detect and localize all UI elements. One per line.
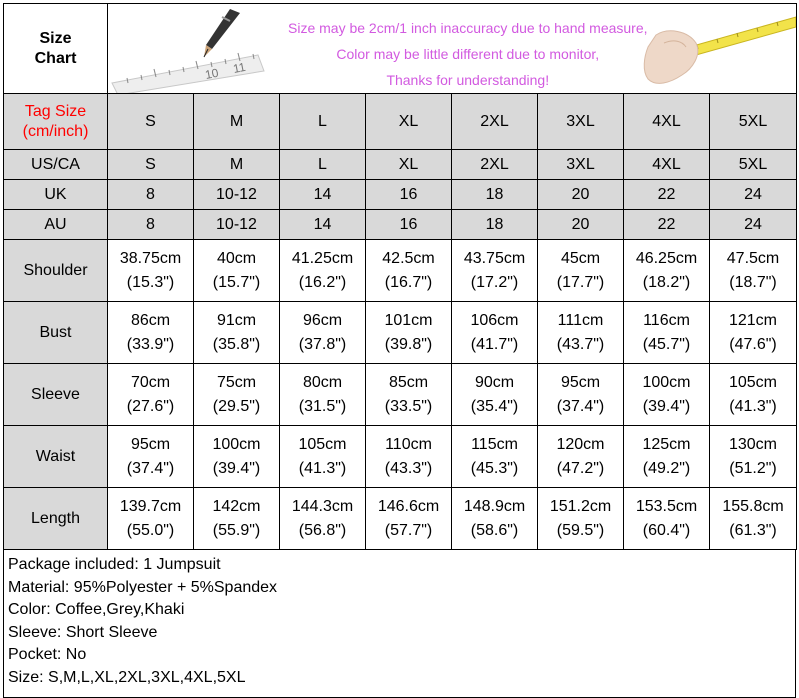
cell-cm-value: 40cm <box>216 249 257 267</box>
cell-inch-value: (57.7") <box>384 521 433 539</box>
table-cell <box>108 240 194 302</box>
cell-inch-value: (27.6") <box>126 397 175 415</box>
cell-cm-value: 95cm <box>130 435 171 453</box>
cell-cm-value: 46.25cm <box>635 249 698 267</box>
table-row <box>4 364 797 426</box>
cell-cm-value: 91cm <box>216 311 257 329</box>
cell-cm-value: 100cm <box>642 373 691 391</box>
cell-inch-value: (37.4") <box>126 459 175 477</box>
table-cell: S <box>108 94 194 150</box>
pencil-icon <box>204 9 240 57</box>
row-label <box>4 426 108 488</box>
cell-inch-value: (43.7") <box>556 335 605 353</box>
size-chart-table <box>3 3 797 550</box>
table-cell: 8 <box>108 210 194 240</box>
table-cell <box>624 488 710 550</box>
cell-inch-value: (33.9") <box>126 335 175 353</box>
table-cell: 20 <box>538 180 624 210</box>
table-cell <box>538 426 624 488</box>
cell-inch-value: (41.3") <box>298 459 347 477</box>
table-cell <box>108 426 194 488</box>
table-cell: 10-12 <box>194 210 280 240</box>
cell-cm-value: 139.7cm <box>119 497 182 515</box>
cell-cm-value: 42.5cm <box>382 249 435 267</box>
cell-cm-value: 43.75cm <box>463 249 526 267</box>
cell-cm-value: 144.3cm <box>291 497 354 515</box>
cell-cm-value: 41.25cm <box>291 249 354 267</box>
table-cell <box>366 364 452 426</box>
cell-cm-value: 105cm <box>728 373 778 391</box>
note-color: Color may be little different due to monitor, <box>336 45 600 62</box>
table-cell <box>710 364 797 426</box>
cell-cm-value: 38.75cm <box>119 249 182 267</box>
cell-inch-value: (17.7") <box>556 273 605 291</box>
cell-inch-value: (29.5") <box>212 397 261 415</box>
cell-cm-value: 96cm <box>302 311 343 329</box>
row-label <box>4 302 108 364</box>
table-cell: M <box>194 150 280 180</box>
cell-cm-value: 95cm <box>560 373 601 391</box>
cell-inch-value: (18.2") <box>642 273 691 291</box>
table-row <box>4 210 797 240</box>
table-cell: 2XL <box>452 94 538 150</box>
table-cell: M <box>194 94 280 150</box>
cell-cm-value: 111cm <box>557 311 604 329</box>
table-cell <box>280 364 366 426</box>
row-label-text: Bust <box>39 323 72 341</box>
cell-inch-value: (33.5") <box>384 397 433 415</box>
table-cell <box>108 364 194 426</box>
cell-cm-value: 148.9cm <box>463 497 526 515</box>
table-cell <box>538 302 624 364</box>
table-cell: 18 <box>452 180 538 210</box>
table-cell <box>538 488 624 550</box>
info-line: Size: S,M,L,XL,2XL,3XL,4XL,5XL <box>8 668 246 686</box>
table-cell <box>366 426 452 488</box>
cell-inch-value: (39.4") <box>212 459 261 477</box>
row-label <box>4 94 108 150</box>
cell-inch-value: (18.7") <box>729 273 777 291</box>
cell-cm-value: 86cm <box>130 311 171 329</box>
table-cell <box>710 240 797 302</box>
cell-inch-value: (56.8") <box>298 521 347 539</box>
table-cell: 2XL <box>452 150 538 180</box>
cell-inch-value: (47.2") <box>556 459 605 477</box>
note-inaccuracy: Size may be 2cm/1 inch inaccuracy due to hand measure, <box>288 19 648 36</box>
info-line: Package included: 1 Jumpsuit <box>8 556 221 573</box>
table-cell <box>538 364 624 426</box>
cell-cm-value: 120cm <box>556 435 605 453</box>
table-cell: XL <box>366 150 452 180</box>
row-label-text: (cm/inch) <box>22 122 89 140</box>
chart-title <box>4 4 108 94</box>
cell-cm-value: 153.5cm <box>635 497 698 515</box>
cell-inch-value: (35.4") <box>470 397 519 415</box>
table-cell: 8 <box>108 180 194 210</box>
table-cell <box>624 302 710 364</box>
cell-inch-value: (51.2") <box>729 459 777 477</box>
table-cell <box>108 302 194 364</box>
row-label-text: Waist <box>35 447 76 465</box>
row-label <box>4 210 108 240</box>
table-cell: 24 <box>710 210 797 240</box>
cell-inch-value: (16.7") <box>384 273 433 291</box>
table-cell: 22 <box>624 210 710 240</box>
row-label-text: US/CA <box>31 155 80 173</box>
cell-inch-value: (45.7") <box>642 335 691 353</box>
row-label-text: Sleeve <box>31 385 80 403</box>
cell-inch-value: (43.3") <box>384 459 433 477</box>
table-cell <box>452 488 538 550</box>
table-cell <box>452 426 538 488</box>
table-cell <box>710 302 797 364</box>
table-cell: 10-12 <box>194 180 280 210</box>
table-cell: 5XL <box>710 150 797 180</box>
cell-cm-value: 85cm <box>388 373 429 391</box>
table-cell: 18 <box>452 210 538 240</box>
measurement-notes <box>288 15 648 93</box>
cell-inch-value: (60.4") <box>642 521 691 539</box>
table-cell <box>452 364 538 426</box>
hand-with-tape-icon <box>644 17 796 83</box>
cell-cm-value: 106cm <box>470 311 519 329</box>
table-cell: 4XL <box>624 94 710 150</box>
cell-cm-value: 105cm <box>298 435 347 453</box>
row-label-text: UK <box>44 185 67 203</box>
cell-cm-value: 155.8cm <box>722 497 784 515</box>
cell-inch-value: (41.7") <box>470 335 519 353</box>
cell-inch-value: (39.8") <box>384 335 433 353</box>
table-cell <box>194 364 280 426</box>
cell-inch-value: (55.0") <box>126 521 175 539</box>
table-cell: XL <box>366 94 452 150</box>
table-cell: 20 <box>538 210 624 240</box>
cell-cm-value: 80cm <box>302 373 343 391</box>
cell-inch-value: (49.2") <box>642 459 691 477</box>
cell-cm-value: 100cm <box>212 435 261 453</box>
cell-cm-value: 47.5cm <box>726 249 780 267</box>
title-line-1: Size <box>39 29 72 47</box>
table-cell <box>452 302 538 364</box>
table-cell <box>366 302 452 364</box>
table-cell: 16 <box>366 180 452 210</box>
info-line: Pocket: No <box>8 646 87 664</box>
table-cell <box>624 426 710 488</box>
table-cell <box>710 488 797 550</box>
cell-cm-value: 115cm <box>471 435 518 453</box>
table-cell: 14 <box>280 180 366 210</box>
row-label <box>4 240 108 302</box>
cell-inch-value: (16.2") <box>298 273 347 291</box>
cell-cm-value: 45cm <box>560 249 601 267</box>
table-cell: L <box>280 94 366 150</box>
table-row <box>4 240 797 302</box>
cell-cm-value: 90cm <box>474 373 515 391</box>
table-cell: 24 <box>710 180 797 210</box>
row-label-text: Length <box>31 509 80 527</box>
row-label <box>4 364 108 426</box>
row-label-text: AU <box>44 215 67 233</box>
cell-cm-value: 121cm <box>728 311 778 329</box>
note-thanks: Thanks for understanding! <box>386 71 550 88</box>
cell-cm-value: 146.6cm <box>377 497 440 515</box>
title-line-2: Chart <box>34 49 77 67</box>
product-info-box <box>3 550 796 698</box>
cell-cm-value: 151.2cm <box>549 497 612 515</box>
table-row <box>4 150 797 180</box>
table-cell: 4XL <box>624 150 710 180</box>
cell-cm-value: 125cm <box>642 435 691 453</box>
cell-cm-value: 101cm <box>384 311 433 329</box>
table-cell <box>280 302 366 364</box>
cell-inch-value: (15.3") <box>126 273 175 291</box>
table-row <box>4 94 797 150</box>
size-chart-sheet <box>3 3 796 686</box>
cell-inch-value: (58.6") <box>470 521 519 539</box>
table-cell <box>366 240 452 302</box>
info-line: Sleeve: Short Sleeve <box>8 623 158 641</box>
table-cell: 3XL <box>538 150 624 180</box>
table-cell <box>624 364 710 426</box>
cell-cm-value: 75cm <box>216 373 257 391</box>
cell-cm-value: 142cm <box>212 497 261 515</box>
cell-inch-value: (61.3") <box>729 521 777 539</box>
table-cell <box>366 488 452 550</box>
table-cell: L <box>280 150 366 180</box>
table-cell: 14 <box>280 210 366 240</box>
table-cell <box>624 240 710 302</box>
table-cell: 16 <box>366 210 452 240</box>
info-line: Material: 95%Polyester + 5%Spandex <box>8 578 278 596</box>
cell-cm-value: 116cm <box>643 311 690 329</box>
cell-inch-value: (45.3") <box>470 459 519 477</box>
table-cell: 3XL <box>538 94 624 150</box>
info-line: Color: Coffee,Grey,Khaki <box>8 601 185 619</box>
table-cell <box>194 426 280 488</box>
table-cell <box>280 426 366 488</box>
table-cell <box>108 488 194 550</box>
cell-inch-value: (35.8") <box>212 335 261 353</box>
row-label <box>4 150 108 180</box>
cell-cm-value: 110cm <box>385 435 432 453</box>
cell-cm-value: 130cm <box>728 435 778 453</box>
table-cell <box>194 240 280 302</box>
cell-inch-value: (47.6") <box>729 335 777 353</box>
table-row <box>4 488 797 550</box>
cell-inch-value: (37.4") <box>556 397 605 415</box>
svg-text:11: 11 <box>231 59 247 76</box>
svg-text:10: 10 <box>203 65 220 82</box>
cell-inch-value: (37.8") <box>298 335 347 353</box>
cell-inch-value: (17.2") <box>470 273 519 291</box>
cell-inch-value: (39.4") <box>642 397 691 415</box>
table-cell <box>280 240 366 302</box>
cell-cm-value: 70cm <box>130 373 171 391</box>
row-label <box>4 180 108 210</box>
table-cell <box>710 426 797 488</box>
banner-row <box>4 4 797 94</box>
cell-inch-value: (59.5") <box>556 521 605 539</box>
cell-inch-value: (15.7") <box>212 273 261 291</box>
table-cell: 5XL <box>710 94 797 150</box>
cell-inch-value: (55.9") <box>212 521 261 539</box>
ruler-icon <box>112 53 264 93</box>
table-row <box>4 426 797 488</box>
row-label-text: Tag Size <box>24 102 87 120</box>
table-row <box>4 180 797 210</box>
cell-inch-value: (41.3") <box>729 397 777 415</box>
table-cell: S <box>108 150 194 180</box>
table-cell <box>280 488 366 550</box>
row-label <box>4 488 108 550</box>
cell-inch-value: (31.5") <box>298 397 347 415</box>
table-cell <box>452 240 538 302</box>
table-cell <box>538 240 624 302</box>
table-row <box>4 302 797 364</box>
row-label-text: Shoulder <box>23 261 88 279</box>
table-cell: 22 <box>624 180 710 210</box>
notes-banner <box>108 4 797 94</box>
table-cell <box>194 488 280 550</box>
table-cell <box>194 302 280 364</box>
